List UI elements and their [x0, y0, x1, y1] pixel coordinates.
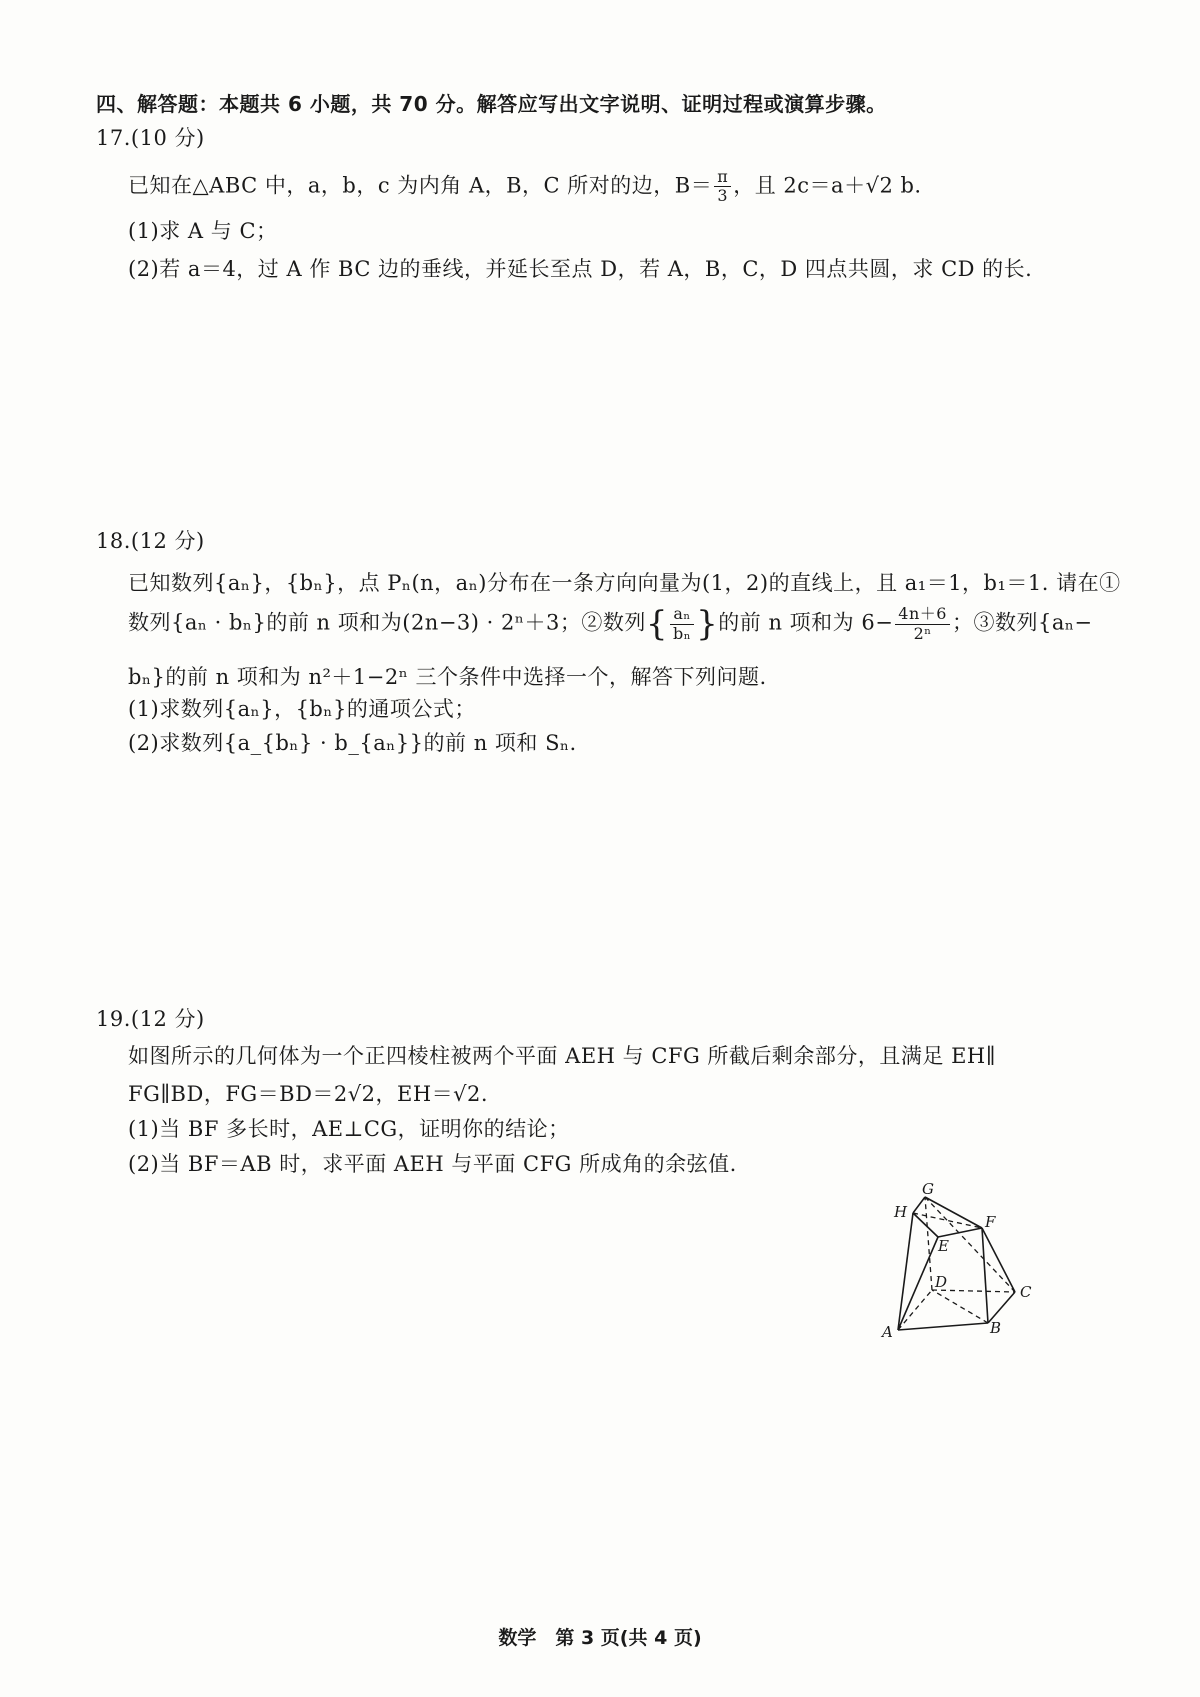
- solid-figure: [880, 1180, 1060, 1355]
- q19-line1: 如图所示的几何体为一个正四棱柱被两个平面 AEH 与 CFG 所截后剩余部分，且满足 EH∥: [128, 1044, 996, 1068]
- q18-number: 18.(12 分): [96, 529, 205, 553]
- page-footer: 数学 第 3 页(共 4 页): [498, 1627, 702, 1649]
- q18-line2: 数列{aₙ · bₙ}的前 n 项和为(2n−3) · 2ⁿ＋3；②数列{ $\frac{\text{aₙ}}{\text{bₙ}}$ }的前 n 项和为 6− $\frac{4n+6}{\text{2ⁿ}}$ ；③数列{aₙ−: [128, 604, 1093, 644]
- q18-frac2-num: 4n＋6: [895, 605, 950, 624]
- q17-stem: [128, 168, 922, 206]
- q18-frac2-den: 2ⁿ: [913, 623, 932, 643]
- hidden-H-F: [913, 1213, 982, 1228]
- section-title: 四、解答题：本题共 6 小题，共 70 分。解答应写出文字说明、证明过程或演算步骤。: [96, 92, 887, 116]
- label-E: E: [938, 1237, 949, 1255]
- q17-frac-den: 3: [717, 186, 729, 206]
- q18-line2-c: ；③数列{aₙ−: [951, 610, 1093, 635]
- q17-part1: (1)求 A 与 C；: [128, 219, 278, 243]
- edge-C-F: [982, 1228, 1015, 1292]
- edge-G-H: [913, 1197, 925, 1213]
- q17-number: 17.(10 分): [96, 126, 205, 150]
- hidden-D-G: [925, 1197, 932, 1290]
- q19-line2: FG∥BD，FG＝BD＝2√2，EH＝√2.: [128, 1082, 489, 1106]
- q19-number: 19.(12 分): [96, 1007, 205, 1031]
- edge-E-H: [913, 1213, 938, 1237]
- q18-part2: (2)求数列{a_{bₙ} · b_{aₙ}}的前 n 项和 Sₙ.: [128, 731, 577, 755]
- q18-part1: (1)求数列{aₙ}，{bₙ}的通项公式；: [128, 697, 476, 721]
- q17-stem-b: ，且 2c＝a＋√2 b.: [733, 173, 922, 198]
- q18-line2-a: 数列{aₙ · bₙ}的前 n 项和为(2n−3) · 2ⁿ＋3；②数列: [128, 610, 646, 635]
- edge-A-B: [898, 1323, 988, 1330]
- q18-line2-b: 的前 n 项和为 6−: [718, 610, 894, 635]
- hidden-B-D: [932, 1290, 988, 1323]
- q18-frac-den: bₙ: [672, 623, 692, 643]
- q18-line1: 已知数列{aₙ}，{bₙ}，点 Pₙ(n，aₙ)分布在一条方向向量为(1，2)的直线上，且 a₁＝1，b₁＝1. 请在①: [128, 571, 1121, 595]
- q17-stem-a: 已知在△ABC 中，a，b，c 为内角 A，B，C 所对的边，B＝: [128, 173, 713, 198]
- q19-part1: (1)当 BF 多长时，AE⊥CG，证明你的结论；: [128, 1117, 570, 1141]
- label-C: C: [1020, 1283, 1032, 1301]
- edge-F-G: [925, 1197, 982, 1228]
- label-H: H: [894, 1203, 908, 1221]
- label-B: B: [990, 1319, 1002, 1337]
- q19-part2: (2)当 BF＝AB 时，求平面 AEH 与平面 CFG 所成角的余弦值.: [128, 1152, 737, 1176]
- label-G: G: [922, 1180, 934, 1198]
- q17-fraction: [714, 168, 731, 206]
- q17-frac-num: π: [714, 168, 731, 187]
- q17-part2: (2)若 a＝4，过 A 作 BC 边的垂线，并延长至点 D，若 A，B，C，D 四点共圆，求 CD 的长.: [128, 257, 1033, 281]
- q18-frac-num: aₙ: [670, 605, 694, 624]
- q18-fraction-ab: [670, 605, 694, 643]
- label-D: D: [935, 1273, 948, 1291]
- q18-fraction-2n: [895, 605, 950, 643]
- q18-line3: bₙ}的前 n 项和为 n²＋1−2ⁿ 三个条件中选择一个，解答下列问题.: [128, 665, 767, 689]
- label-A: A: [882, 1323, 893, 1341]
- label-F: F: [985, 1213, 996, 1231]
- edge-E-F: [938, 1228, 982, 1237]
- edge-B-F: [982, 1228, 988, 1323]
